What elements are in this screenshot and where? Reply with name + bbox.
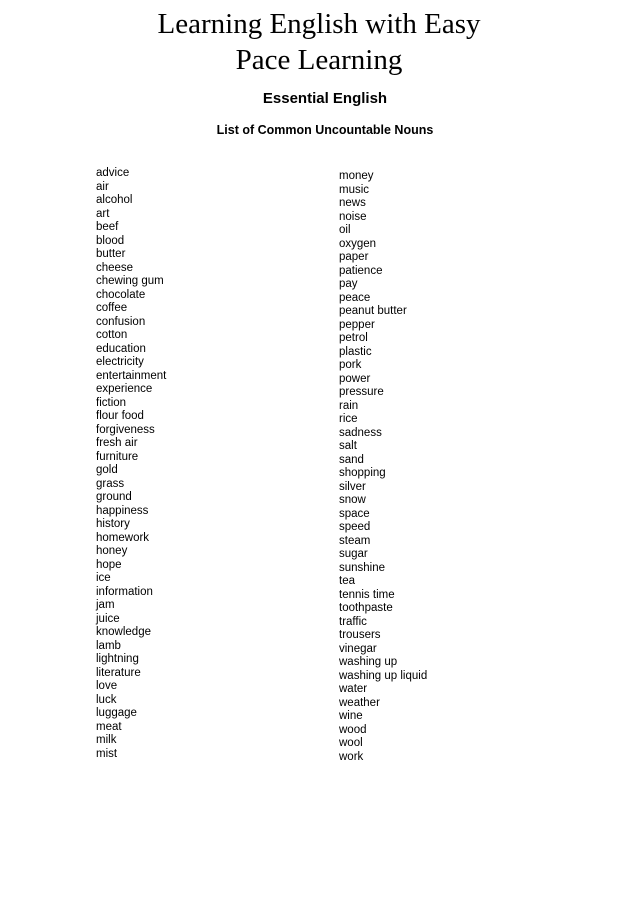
noun-list-item: wool xyxy=(339,737,363,749)
noun-list-item: vinegar xyxy=(339,642,377,655)
noun-list-item: space xyxy=(339,507,370,520)
noun-list-item: lightning xyxy=(96,653,139,665)
noun-list-item: sadness xyxy=(339,426,382,439)
noun-list-item: shopping xyxy=(339,467,386,479)
noun-list-item: plastic xyxy=(339,345,372,358)
noun-list-item: alcohol xyxy=(96,194,133,206)
noun-list-item: blood xyxy=(96,234,125,247)
noun-list-item: history xyxy=(96,518,130,530)
noun-list-item: wine xyxy=(339,710,363,722)
noun-list-item: fiction xyxy=(96,396,127,409)
noun-list-item: weather xyxy=(339,696,380,709)
noun-list-item: gold xyxy=(96,464,118,476)
noun-list-item: work xyxy=(339,750,364,763)
noun-list-item: tea xyxy=(339,575,355,587)
noun-list-item: experience xyxy=(96,383,153,395)
noun-list-item: electricity xyxy=(96,356,144,368)
noun-list-item: rice xyxy=(339,413,358,425)
noun-list-item: art xyxy=(96,207,110,220)
noun-list-item: love xyxy=(96,680,118,692)
noun-list-item: beef xyxy=(96,221,119,233)
noun-list-item: peace xyxy=(339,291,371,304)
noun-list-item: luck xyxy=(96,693,117,706)
noun-list-item: speed xyxy=(339,521,371,533)
noun-list-item: entertainment xyxy=(96,369,167,382)
noun-list-item: coffee xyxy=(96,302,128,314)
noun-list-item: music xyxy=(339,183,370,196)
noun-list-item: silver xyxy=(339,480,366,493)
noun-list-item: paper xyxy=(339,251,369,263)
noun-list-item: patience xyxy=(339,264,383,277)
noun-list-item: hope xyxy=(96,558,122,571)
noun-list-item: sand xyxy=(339,453,364,466)
noun-list-item: mist xyxy=(96,747,118,760)
noun-list-item: cotton xyxy=(96,329,128,341)
noun-list-item: knowledge xyxy=(96,626,151,638)
noun-list-item: noise xyxy=(339,210,367,223)
noun-list-item: steam xyxy=(339,534,371,547)
noun-list-item: peanut butter xyxy=(339,305,407,317)
noun-list-item: cheese xyxy=(96,261,134,274)
section-heading: Essential English xyxy=(262,90,388,107)
noun-list-item: water xyxy=(339,683,368,695)
noun-list-item: pay xyxy=(339,278,358,290)
noun-list-left xyxy=(96,167,166,761)
noun-list-item: juice xyxy=(96,612,120,625)
noun-list-item: tennis time xyxy=(339,588,395,601)
noun-list-item: flour food xyxy=(96,410,144,422)
page-title-line-1: Learning English with Easy xyxy=(157,8,481,40)
list-title: List of Common Uncountable Nouns xyxy=(216,123,434,137)
noun-list-item: meat xyxy=(96,720,122,733)
noun-list-item: traffic xyxy=(339,615,367,628)
noun-list-item: pork xyxy=(339,359,362,371)
noun-list-item: honey xyxy=(96,545,128,557)
noun-list-item: snow xyxy=(339,494,366,506)
noun-list-item: luggage xyxy=(96,707,137,719)
noun-list-item: sugar xyxy=(339,548,368,560)
noun-list-item: wood xyxy=(339,723,367,736)
noun-list-item: happiness xyxy=(96,504,149,517)
noun-list-item: fresh air xyxy=(96,437,138,449)
noun-list-item: lamb xyxy=(96,639,121,652)
noun-list-item: ground xyxy=(96,491,132,503)
noun-list-item: oxygen xyxy=(339,237,377,250)
noun-list-item: pepper xyxy=(339,318,375,331)
noun-list-item: chocolate xyxy=(96,288,146,301)
noun-list-right xyxy=(339,170,427,764)
page-title-line-2: Pace Learning xyxy=(235,44,403,76)
noun-list-item: advice xyxy=(96,167,130,179)
noun-list-item: rain xyxy=(339,399,359,412)
noun-list-item: forgiveness xyxy=(96,423,155,436)
noun-list-item: pressure xyxy=(339,386,384,398)
noun-list-item: trousers xyxy=(339,629,381,641)
noun-list-item: toothpaste xyxy=(339,602,393,614)
noun-list-item: petrol xyxy=(339,332,368,344)
noun-list-item: jam xyxy=(96,599,115,611)
noun-list-item: air xyxy=(96,180,109,193)
noun-list-item: sunshine xyxy=(339,561,386,574)
noun-list-item: oil xyxy=(339,224,351,236)
noun-list-item: salt xyxy=(339,440,357,452)
noun-list-item: chewing gum xyxy=(96,275,164,287)
noun-list-item: homework xyxy=(96,531,150,544)
noun-list-item: washing up xyxy=(339,656,398,668)
noun-list-item: confusion xyxy=(96,315,146,328)
noun-list-item: news xyxy=(339,197,366,209)
noun-list-item: furniture xyxy=(96,450,139,463)
noun-list-item: education xyxy=(96,342,146,355)
noun-list-item: grass xyxy=(96,477,125,490)
noun-list-item: milk xyxy=(96,734,117,746)
noun-list-item: butter xyxy=(96,248,126,260)
noun-list-item: washing up liquid xyxy=(339,669,428,682)
noun-list-item: ice xyxy=(96,572,111,584)
noun-list-item: money xyxy=(339,170,374,182)
noun-list-item: information xyxy=(96,585,153,598)
noun-list-item: literature xyxy=(96,666,141,679)
noun-list-item: power xyxy=(339,372,371,385)
